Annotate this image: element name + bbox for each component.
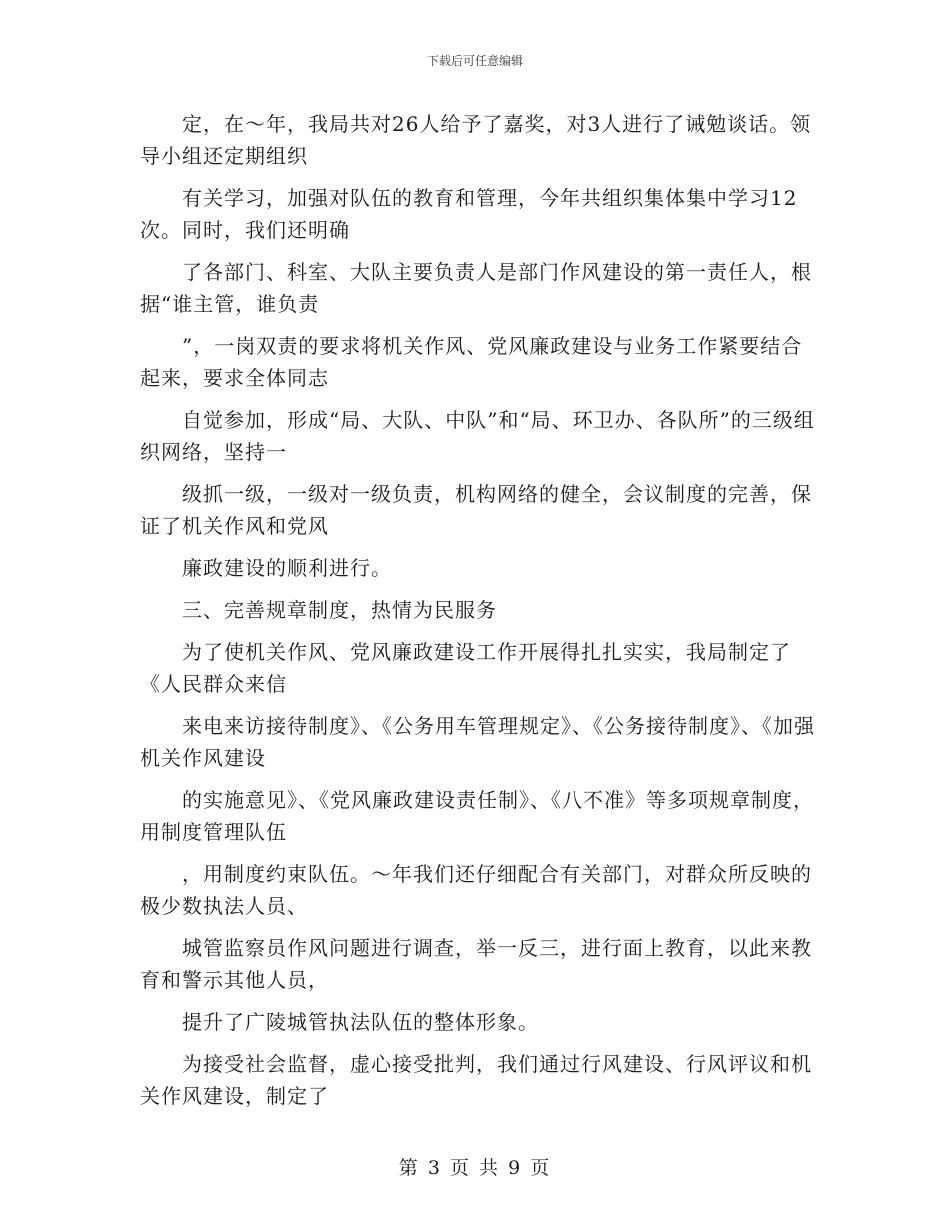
total-page-count: 9 [508,1157,523,1179]
footer-prefix: 第 [398,1157,420,1179]
paragraph: 为了使机关作风、党风廉政建设工作开展得扎扎实实，我局制定了《人民群众来信 [140,640,791,696]
current-page-number: 3 [427,1157,442,1179]
paragraph: 了各部门、科室、大队主要负责人是部门作风建设的第一责任人，根据“谁主管，谁负责 [140,260,812,316]
footer-suffix: 页 [530,1157,552,1179]
footer-middle: 页 共 [449,1157,501,1179]
paragraph: 廉政建设的顺利进行。 [182,556,392,580]
paragraph: 城管监察员作风问题进行调查，举一反三，进行面上教育，以此来教育和警示其他人员， [140,936,812,992]
paragraph: 有关学习，加强对队伍的教育和管理，今年共组织集体集中学习12次。同时，我们还明确 [140,186,798,242]
paragraph: ，用制度约束队伍。～年我们还仔细配合有关部门，对群众所反映的极少数执法人员、 [140,862,812,918]
paragraph: 定，在～年，我局共对26人给予了嘉奖，对3人进行了诫勉谈话。领导小组还定期组织 [140,112,812,168]
paragraph: 提升了广陵城管执法队伍的整体形象。 [182,1010,539,1034]
paragraph: 自觉参加，形成“局、大队、中队”和“局、环卫办、各队所”的三级组织网络，坚持一 [140,408,815,464]
paragraph: 的实施意见》、《党风廉政建设责任制》、《八不准》等多项规章制度，用制度管理队伍 [140,788,814,844]
page-footer [0,1153,950,1180]
document-body [140,108,820,1122]
page-header [0,52,950,69]
paragraph: 为接受社会监督，虚心接受批判，我们通过行风建设、行风评议和机关作风建设，制定了 [140,1052,812,1108]
paragraph: ”，一岗双责的要求将机关作风、党风廉政建设与业务工作紧要结合起来，要求全体同志 [140,334,803,390]
paragraph: 来电来访接待制度》、《公务用车管理规定》、《公务接待制度》、《加强机关作风建设 [140,714,815,770]
paragraph: 级抓一级，一级对一级负责，机构网络的健全，会议制度的完善，保证了机关作风和党风 [140,482,812,538]
section-heading: 三、完善规章制度，热情为民服务 [182,598,497,622]
header-text: 下载后可任意编辑 [426,54,523,68]
